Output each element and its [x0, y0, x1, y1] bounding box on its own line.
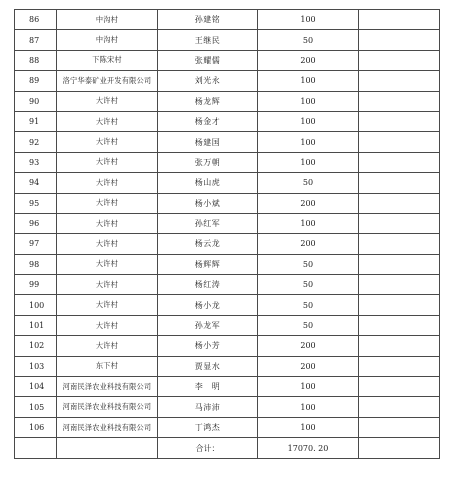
table-body — [15, 10, 440, 459]
note-cell — [359, 397, 440, 417]
amount-cell: 50 — [258, 30, 359, 50]
donor-name-cell: 杨小斌 — [158, 193, 258, 213]
note-cell — [359, 336, 440, 356]
amount-cell: 100 — [258, 111, 359, 131]
table-row — [15, 152, 440, 172]
row-number: 102 — [15, 336, 57, 356]
table-row — [15, 173, 440, 193]
unit-cell: 河南民泽农业科技有限公司 — [57, 377, 158, 397]
donor-name-cell: 李 明 — [158, 377, 258, 397]
note-cell — [359, 275, 440, 295]
unit-cell: 大许村 — [57, 152, 158, 172]
note-cell — [359, 213, 440, 233]
amount-cell: 50 — [258, 173, 359, 193]
row-number: 105 — [15, 397, 57, 417]
donor-name-cell: 王继民 — [158, 30, 258, 50]
row-number: 100 — [15, 295, 57, 315]
unit-cell: 大许村 — [57, 132, 158, 152]
donor-name-cell: 丁鸿杰 — [158, 417, 258, 437]
note-cell — [359, 91, 440, 111]
amount-cell: 200 — [258, 50, 359, 70]
table-row — [15, 91, 440, 111]
row-number: 99 — [15, 275, 57, 295]
donor-name-cell: 杨建国 — [158, 132, 258, 152]
note-cell — [359, 152, 440, 172]
row-number: 103 — [15, 356, 57, 376]
amount-cell: 100 — [258, 91, 359, 111]
amount-cell: 50 — [258, 254, 359, 274]
table-row — [15, 234, 440, 254]
table-row — [15, 275, 440, 295]
unit-cell: 洛宁华泰矿业开发有限公司 — [57, 71, 158, 91]
donor-name-cell: 孙红军 — [158, 213, 258, 233]
table-row — [15, 10, 440, 30]
donor-name-cell: 刘光永 — [158, 71, 258, 91]
amount-cell: 100 — [258, 10, 359, 30]
note-cell — [359, 71, 440, 91]
table-row — [15, 213, 440, 233]
row-number: 96 — [15, 213, 57, 233]
amount-cell: 200 — [258, 234, 359, 254]
unit-cell: 中沟村 — [57, 10, 158, 30]
unit-cell: 大许村 — [57, 275, 158, 295]
amount-cell: 100 — [258, 152, 359, 172]
table-row — [15, 71, 440, 91]
note-cell — [359, 315, 440, 335]
total-empty-cell — [57, 438, 158, 459]
row-number: 89 — [15, 71, 57, 91]
table-row — [15, 315, 440, 335]
unit-cell: 东下村 — [57, 356, 158, 376]
row-number: 97 — [15, 234, 57, 254]
unit-cell: 大许村 — [57, 254, 158, 274]
row-number: 91 — [15, 111, 57, 131]
table-row — [15, 254, 440, 274]
amount-cell: 50 — [258, 295, 359, 315]
donor-name-cell: 杨小龙 — [158, 295, 258, 315]
donor-name-cell: 杨辉辉 — [158, 254, 258, 274]
unit-cell: 大许村 — [57, 315, 158, 335]
unit-cell: 下陈宋村 — [57, 50, 158, 70]
amount-cell: 200 — [258, 193, 359, 213]
unit-cell: 河南民泽农业科技有限公司 — [57, 397, 158, 417]
total-label: 合计： — [158, 438, 258, 459]
donor-name-cell: 贾显水 — [158, 356, 258, 376]
total-empty-cell — [15, 438, 57, 459]
row-number: 93 — [15, 152, 57, 172]
note-cell — [359, 30, 440, 50]
row-number: 101 — [15, 315, 57, 335]
note-cell — [359, 295, 440, 315]
unit-cell: 大许村 — [57, 193, 158, 213]
total-row — [15, 438, 440, 459]
unit-cell: 大许村 — [57, 111, 158, 131]
note-cell — [359, 193, 440, 213]
row-number: 88 — [15, 50, 57, 70]
unit-cell: 河南民泽农业科技有限公司 — [57, 417, 158, 437]
amount-cell: 100 — [258, 397, 359, 417]
donor-name-cell: 孙龙军 — [158, 315, 258, 335]
table-row — [15, 30, 440, 50]
note-cell — [359, 173, 440, 193]
amount-cell: 200 — [258, 356, 359, 376]
unit-cell: 大许村 — [57, 173, 158, 193]
donor-name-cell: 杨红涛 — [158, 275, 258, 295]
table-row — [15, 417, 440, 437]
note-cell — [359, 10, 440, 30]
row-number: 106 — [15, 417, 57, 437]
table-row — [15, 111, 440, 131]
row-number: 86 — [15, 10, 57, 30]
row-number: 94 — [15, 173, 57, 193]
table-row — [15, 356, 440, 376]
amount-cell: 100 — [258, 417, 359, 437]
donor-name-cell: 杨山虎 — [158, 173, 258, 193]
note-cell — [359, 356, 440, 376]
note-cell — [359, 111, 440, 131]
table-row — [15, 377, 440, 397]
note-cell — [359, 417, 440, 437]
unit-cell: 大许村 — [57, 213, 158, 233]
table-row — [15, 397, 440, 417]
note-cell — [359, 132, 440, 152]
donation-table — [14, 9, 440, 459]
unit-cell: 大许村 — [57, 91, 158, 111]
row-number: 92 — [15, 132, 57, 152]
donor-name-cell: 张耀儒 — [158, 50, 258, 70]
table-row — [15, 132, 440, 152]
donor-name-cell: 杨小芳 — [158, 336, 258, 356]
unit-cell: 中沟村 — [57, 30, 158, 50]
donor-name-cell: 孙建铭 — [158, 10, 258, 30]
total-empty-cell — [359, 438, 440, 459]
amount-cell: 100 — [258, 71, 359, 91]
note-cell — [359, 234, 440, 254]
note-cell — [359, 377, 440, 397]
total-amount: 17070. 20 — [258, 438, 359, 459]
table-row — [15, 336, 440, 356]
table-row — [15, 193, 440, 213]
row-number: 87 — [15, 30, 57, 50]
amount-cell: 200 — [258, 336, 359, 356]
donor-name-cell: 杨云龙 — [158, 234, 258, 254]
donor-name-cell: 张万朝 — [158, 152, 258, 172]
unit-cell: 大许村 — [57, 234, 158, 254]
donor-name-cell: 杨龙辉 — [158, 91, 258, 111]
note-cell — [359, 254, 440, 274]
row-number: 104 — [15, 377, 57, 397]
note-cell — [359, 50, 440, 70]
unit-cell: 大许村 — [57, 336, 158, 356]
amount-cell: 100 — [258, 377, 359, 397]
amount-cell: 50 — [258, 275, 359, 295]
donor-name-cell: 杨金才 — [158, 111, 258, 131]
table-row — [15, 295, 440, 315]
row-number: 98 — [15, 254, 57, 274]
row-number: 90 — [15, 91, 57, 111]
unit-cell: 大许村 — [57, 295, 158, 315]
amount-cell: 100 — [258, 132, 359, 152]
table-row — [15, 50, 440, 70]
row-number: 95 — [15, 193, 57, 213]
amount-cell: 50 — [258, 315, 359, 335]
donor-name-cell: 马沛沛 — [158, 397, 258, 417]
amount-cell: 100 — [258, 213, 359, 233]
